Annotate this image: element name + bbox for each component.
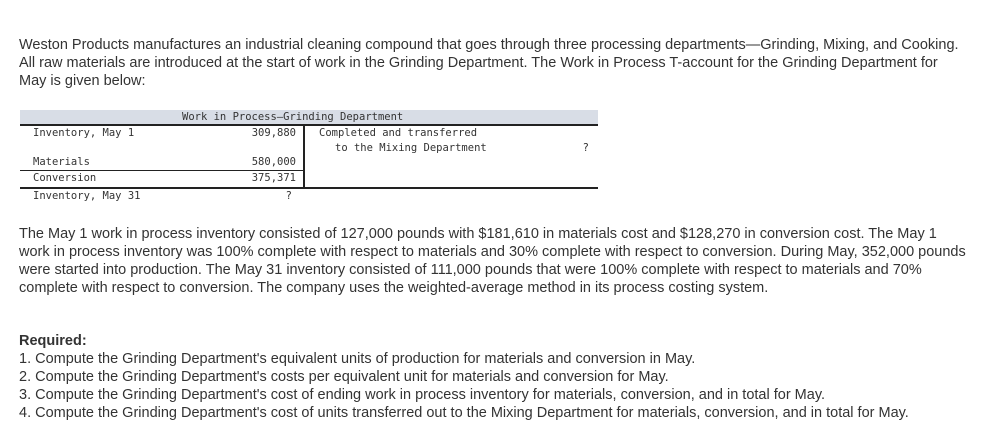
t-account bbox=[20, 110, 598, 205]
credit-label-line2: to the Mixing Department bbox=[335, 142, 487, 154]
may-inventory-paragraph: The May 1 work in process inventory consisted of 127,000 pounds with $181,610 in materials cost and $128,270 in conversion cost. The May 1 work in process inventory was 100% complete with respect to materials and 30% complete with respect to conversion. During May, 352,000 pounds were started into production. The May 31 inventory consisted of 111,000 pounds that were 100% complete with respect to materials and 70% complete with respect to conversion. The company uses the weighted-average method in its process costing system. bbox=[19, 226, 966, 296]
debit-amount-materials: 580,000 bbox=[251, 156, 296, 168]
required-item: 3. Compute the Grinding Department's cost of ending work in process inventory for materials, conversion, and in total for May. bbox=[19, 387, 826, 403]
credit-label-line1: Completed and transferred bbox=[319, 127, 478, 139]
debit-label-materials: Materials bbox=[33, 156, 90, 168]
ending-amount-inventory-may31: ? bbox=[285, 190, 292, 202]
ending-label-inventory-may31: Inventory, May 31 bbox=[33, 190, 141, 202]
required-list bbox=[19, 350, 969, 422]
t-account-bottom-line bbox=[20, 187, 598, 189]
required-item: 2. Compute the Grinding Department's costs per equivalent unit for materials and conversion for May. bbox=[19, 369, 669, 385]
required-heading: Required: bbox=[19, 333, 87, 349]
intro-paragraph: Weston Products manufactures an industrial cleaning compound that goes through three processing departments—Grinding, Mixing, and Cooking. All raw materials are introduced at the start of work in the Grinding Department. The Work in Process T-account for the Grinding Department for May is given below: bbox=[19, 37, 959, 89]
debit-label-inventory-may1: Inventory, May 1 bbox=[33, 127, 135, 139]
t-account-title: Work in Process—Grinding Department bbox=[182, 111, 404, 123]
t-account-balance-line bbox=[20, 170, 303, 171]
required-item: 4. Compute the Grinding Department's cost of units transferred out to the Mixing Department for materials, conversion, and in total for May. bbox=[19, 405, 909, 421]
t-account-title-bar bbox=[20, 110, 598, 124]
required-item: 1. Compute the Grinding Department's equivalent units of production for materials and conversion in May. bbox=[19, 351, 696, 367]
debit-label-conversion: Conversion bbox=[33, 172, 97, 184]
t-account-top-line bbox=[20, 124, 598, 126]
debit-amount-inventory-may1: 309,880 bbox=[251, 127, 296, 139]
debit-amount-conversion: 375,371 bbox=[251, 172, 296, 184]
credit-amount-transferred: ? bbox=[582, 142, 589, 154]
t-account-center-line bbox=[303, 125, 305, 188]
